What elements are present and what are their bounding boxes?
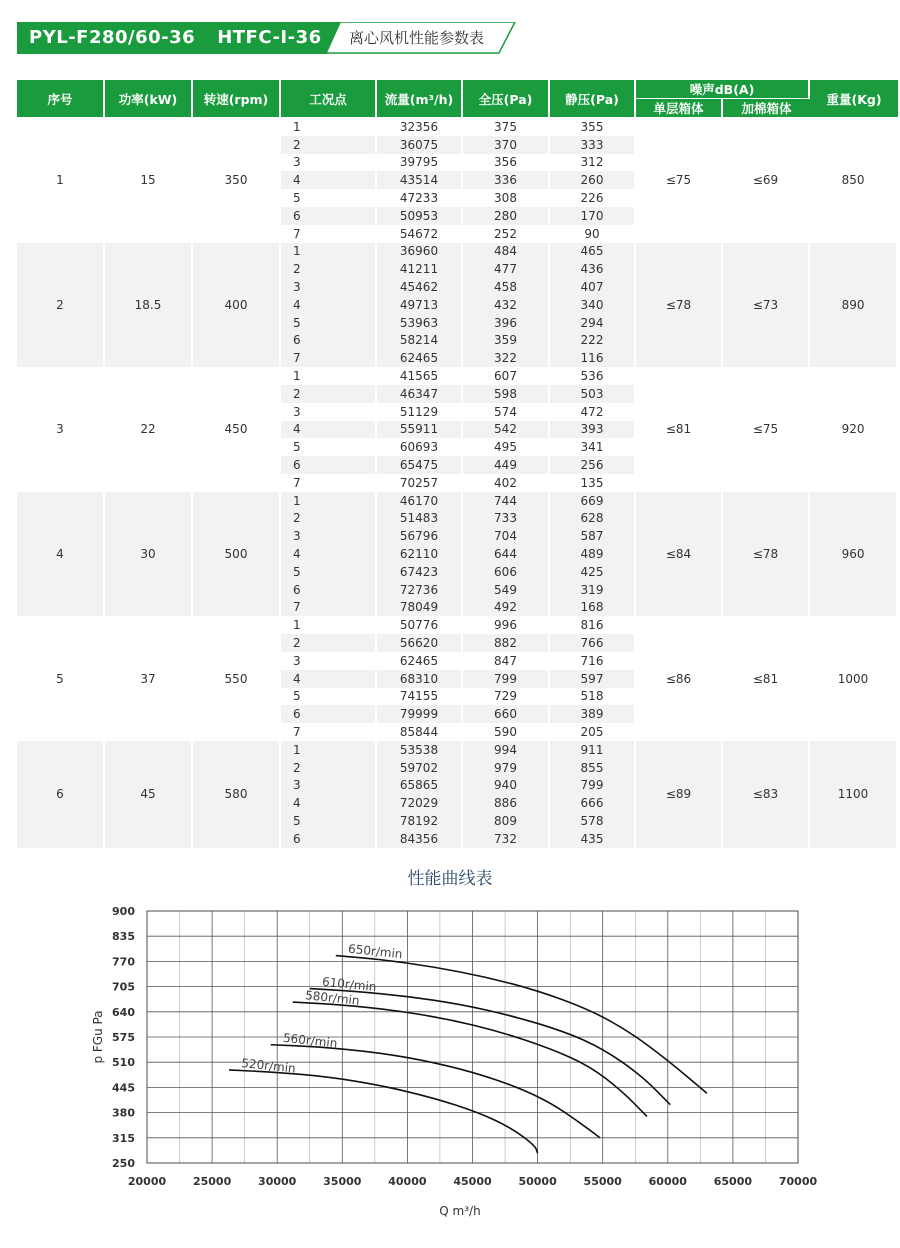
cell-static-pressure: 666 (550, 794, 636, 812)
cell-point: 6 (281, 705, 377, 723)
cell-speed: 400 (193, 243, 281, 368)
cell-flow: 78192 (377, 812, 463, 830)
cell-static-pressure: 465 (550, 243, 636, 261)
cell-total-pressure: 458 (463, 278, 550, 296)
col-header-noise-single: 单层箱体 (636, 99, 723, 118)
cell-point: 6 (281, 456, 377, 474)
cell-noise-cotton: ≤83 (723, 741, 810, 848)
cell-flow: 62465 (377, 349, 463, 367)
cell-static-pressure: 503 (550, 385, 636, 403)
cell-noise-single: ≤81 (636, 367, 723, 492)
cell-static-pressure: 766 (550, 634, 636, 652)
cell-point: 4 (281, 171, 377, 189)
cell-flow: 55911 (377, 421, 463, 439)
cell-static-pressure: 319 (550, 581, 636, 599)
curve-label: 560r/min (282, 1030, 339, 1051)
cell-total-pressure: 484 (463, 243, 550, 261)
cell-flow: 43514 (377, 171, 463, 189)
cell-total-pressure: 574 (463, 403, 550, 421)
cell-noise-cotton: ≤75 (723, 367, 810, 492)
cell-flow: 62110 (377, 545, 463, 563)
cell-noise-single: ≤84 (636, 492, 723, 617)
cell-point: 3 (281, 527, 377, 545)
table-row (17, 492, 898, 510)
cell-speed: 580 (193, 741, 281, 848)
cell-speed: 500 (193, 492, 281, 617)
cell-point: 4 (281, 794, 377, 812)
cell-static-pressure: 597 (550, 670, 636, 688)
y-tick-label: 250 (112, 1157, 135, 1170)
cell-static-pressure: 260 (550, 171, 636, 189)
cell-total-pressure: 644 (463, 545, 550, 563)
table-row (17, 616, 898, 634)
cell-total-pressure: 280 (463, 207, 550, 225)
cell-total-pressure: 940 (463, 776, 550, 794)
cell-static-pressure: 855 (550, 759, 636, 777)
cell-flow: 59702 (377, 759, 463, 777)
cell-total-pressure: 729 (463, 688, 550, 706)
cell-total-pressure: 704 (463, 527, 550, 545)
cell-static-pressure: 205 (550, 723, 636, 741)
table-row (17, 741, 898, 759)
cell-flow: 50953 (377, 207, 463, 225)
cell-static-pressure: 816 (550, 616, 636, 634)
cell-point: 4 (281, 670, 377, 688)
cell-flow: 70257 (377, 474, 463, 492)
cell-total-pressure: 660 (463, 705, 550, 723)
model-name-1: PYL-F280/60-36 (29, 27, 196, 48)
cell-weight: 1100 (810, 741, 898, 848)
cell-flow: 49713 (377, 296, 463, 314)
cell-static-pressure: 587 (550, 527, 636, 545)
cell-flow: 84356 (377, 830, 463, 848)
y-tick-label: 705 (112, 980, 135, 994)
cell-static-pressure: 536 (550, 367, 636, 385)
y-tick-label: 900 (112, 905, 135, 918)
x-tick-label: 40000 (388, 1175, 427, 1188)
cell-index: 6 (17, 741, 105, 848)
cell-point: 4 (281, 421, 377, 439)
cell-total-pressure: 994 (463, 741, 550, 759)
cell-total-pressure: 799 (463, 670, 550, 688)
cell-point: 2 (281, 634, 377, 652)
cell-weight: 920 (810, 367, 898, 492)
cell-static-pressure: 341 (550, 438, 636, 456)
cell-flow: 68310 (377, 670, 463, 688)
cell-static-pressure: 355 (550, 118, 636, 136)
cell-flow: 74155 (377, 688, 463, 706)
cell-point: 5 (281, 438, 377, 456)
cell-noise-single: ≤78 (636, 243, 723, 368)
col-header-point: 工况点 (281, 80, 377, 118)
cell-total-pressure: 979 (463, 759, 550, 777)
cell-static-pressure: 135 (550, 474, 636, 492)
cell-total-pressure: 322 (463, 349, 550, 367)
cell-index: 5 (17, 616, 105, 741)
cell-total-pressure: 886 (463, 794, 550, 812)
cell-speed: 550 (193, 616, 281, 741)
cell-point: 6 (281, 581, 377, 599)
cell-flow: 65475 (377, 456, 463, 474)
col-header-noise: 噪声dB(A) (636, 80, 810, 99)
cell-flow: 53538 (377, 741, 463, 759)
cell-flow: 72736 (377, 581, 463, 599)
cell-flow: 46347 (377, 385, 463, 403)
col-header-speed: 转速(rpm) (193, 80, 281, 118)
cell-point: 5 (281, 189, 377, 207)
cell-noise-single: ≤89 (636, 741, 723, 848)
cell-static-pressure: 435 (550, 830, 636, 848)
cell-total-pressure: 732 (463, 830, 550, 848)
cell-flow: 79999 (377, 705, 463, 723)
performance-curve-chart (0, 895, 900, 1235)
cell-speed: 450 (193, 367, 281, 492)
cell-static-pressure: 294 (550, 314, 636, 332)
cell-static-pressure: 669 (550, 492, 636, 510)
cell-point: 7 (281, 474, 377, 492)
cell-flow: 54672 (377, 225, 463, 243)
cell-total-pressure: 996 (463, 616, 550, 634)
cell-flow: 36075 (377, 136, 463, 154)
cell-point: 3 (281, 278, 377, 296)
x-tick-label: 60000 (648, 1175, 687, 1188)
subtitle-tab (327, 22, 517, 54)
cell-flow: 32356 (377, 118, 463, 136)
cell-flow: 62465 (377, 652, 463, 670)
cell-flow: 47233 (377, 189, 463, 207)
cell-power: 37 (105, 616, 193, 741)
cell-flow: 53963 (377, 314, 463, 332)
cell-total-pressure: 606 (463, 563, 550, 581)
cell-total-pressure: 336 (463, 171, 550, 189)
col-header-static-pressure: 静压(Pa) (550, 80, 636, 118)
cell-flow: 56620 (377, 634, 463, 652)
cell-point: 2 (281, 510, 377, 528)
cell-flow: 41565 (377, 367, 463, 385)
cell-point: 5 (281, 563, 377, 581)
cell-point: 4 (281, 296, 377, 314)
cell-noise-cotton: ≤69 (723, 118, 810, 243)
cell-static-pressure: 226 (550, 189, 636, 207)
cell-total-pressure: 733 (463, 510, 550, 528)
cell-static-pressure: 425 (550, 563, 636, 581)
y-tick-label: 380 (112, 1106, 135, 1120)
x-tick-label: 25000 (192, 1175, 232, 1188)
col-header-power: 功率(kW) (105, 80, 193, 118)
cell-point: 6 (281, 207, 377, 225)
cell-point: 2 (281, 759, 377, 777)
cell-power: 22 (105, 367, 193, 492)
cell-total-pressure: 495 (463, 438, 550, 456)
cell-point: 4 (281, 545, 377, 563)
y-tick-label: 640 (112, 1005, 135, 1019)
cell-static-pressure: 393 (550, 421, 636, 439)
cell-speed: 350 (193, 118, 281, 243)
cell-point: 2 (281, 385, 377, 403)
cell-flow: 58214 (377, 332, 463, 350)
cell-point: 1 (281, 243, 377, 261)
cell-point: 5 (281, 314, 377, 332)
cell-noise-cotton: ≤78 (723, 492, 810, 617)
cell-static-pressure: 578 (550, 812, 636, 830)
cell-flow: 45462 (377, 278, 463, 296)
col-header-index: 序号 (17, 80, 105, 118)
cell-weight: 960 (810, 492, 898, 617)
cell-static-pressure: 170 (550, 207, 636, 225)
cell-flow: 50776 (377, 616, 463, 634)
cell-total-pressure: 598 (463, 385, 550, 403)
col-header-noise-cotton: 加棉箱体 (723, 99, 810, 118)
cell-power: 45 (105, 741, 193, 848)
cell-static-pressure: 436 (550, 260, 636, 278)
cell-total-pressure: 882 (463, 634, 550, 652)
cell-point: 7 (281, 349, 377, 367)
cell-flow: 85844 (377, 723, 463, 741)
col-header-weight: 重量(Kg) (810, 80, 898, 118)
cell-noise-cotton: ≤81 (723, 616, 810, 741)
cell-total-pressure: 432 (463, 296, 550, 314)
y-axis-label: p FGu Pa (91, 1010, 105, 1064)
cell-point: 1 (281, 741, 377, 759)
cell-noise-cotton: ≤73 (723, 243, 810, 368)
curve-label: 520r/min (240, 1056, 297, 1076)
cell-flow: 65865 (377, 776, 463, 794)
cell-flow: 41211 (377, 260, 463, 278)
cell-total-pressure: 847 (463, 652, 550, 670)
cell-static-pressure: 518 (550, 688, 636, 706)
table-row (17, 367, 898, 385)
cell-noise-single: ≤75 (636, 118, 723, 243)
cell-total-pressure: 375 (463, 118, 550, 136)
chart-title: 性能曲线表 (407, 869, 493, 889)
cell-static-pressure: 799 (550, 776, 636, 794)
cell-point: 7 (281, 225, 377, 243)
cell-point: 5 (281, 812, 377, 830)
cell-total-pressure: 590 (463, 723, 550, 741)
cell-static-pressure: 116 (550, 349, 636, 367)
cell-point: 6 (281, 332, 377, 350)
cell-static-pressure: 407 (550, 278, 636, 296)
cell-static-pressure: 333 (550, 136, 636, 154)
cell-index: 1 (17, 118, 105, 243)
cell-flow: 51129 (377, 403, 463, 421)
cell-weight: 890 (810, 243, 898, 368)
curve-label: 650r/min (347, 941, 404, 962)
cell-index: 2 (17, 243, 105, 368)
cell-total-pressure: 809 (463, 812, 550, 830)
cell-total-pressure: 359 (463, 332, 550, 350)
y-tick-label: 770 (112, 955, 135, 969)
cell-point: 1 (281, 118, 377, 136)
cell-static-pressure: 340 (550, 296, 636, 314)
cell-point: 3 (281, 652, 377, 670)
subtitle-text: 离心风机性能参数表 (349, 29, 485, 47)
cell-total-pressure: 744 (463, 492, 550, 510)
col-header-flow: 流量(m³/h) (377, 80, 463, 118)
cell-flow: 51483 (377, 510, 463, 528)
x-tick-label: 45000 (453, 1175, 492, 1188)
cell-point: 3 (281, 776, 377, 794)
cell-flow: 78049 (377, 599, 463, 617)
cell-point: 1 (281, 367, 377, 385)
x-tick-label: 50000 (518, 1175, 557, 1188)
cell-point: 2 (281, 260, 377, 278)
cell-static-pressure: 489 (550, 545, 636, 563)
curve-label: 580r/min (304, 988, 361, 1008)
performance-table (17, 80, 898, 848)
cell-point: 2 (281, 136, 377, 154)
y-tick-label: 445 (112, 1081, 135, 1095)
x-tick-label: 65000 (713, 1175, 753, 1188)
x-tick-label: 35000 (323, 1175, 362, 1188)
cell-power: 15 (105, 118, 193, 243)
cell-power: 18.5 (105, 243, 193, 368)
cell-flow: 46170 (377, 492, 463, 510)
cell-flow: 72029 (377, 794, 463, 812)
cell-static-pressure: 472 (550, 403, 636, 421)
cell-total-pressure: 477 (463, 260, 550, 278)
cell-static-pressure: 628 (550, 510, 636, 528)
curve-label: 610r/min (321, 974, 378, 995)
cell-static-pressure: 90 (550, 225, 636, 243)
cell-point: 7 (281, 723, 377, 741)
cell-index: 3 (17, 367, 105, 492)
cell-total-pressure: 370 (463, 136, 550, 154)
table-header (17, 80, 898, 118)
cell-static-pressure: 911 (550, 741, 636, 759)
cell-point: 3 (281, 154, 377, 172)
cell-point: 7 (281, 599, 377, 617)
x-tick-label: 20000 (127, 1175, 167, 1188)
x-tick-label: 55000 (583, 1175, 622, 1188)
cell-static-pressure: 389 (550, 705, 636, 723)
cell-total-pressure: 492 (463, 599, 550, 617)
x-tick-label: 30000 (258, 1175, 297, 1188)
table-body (17, 118, 898, 848)
cell-total-pressure: 607 (463, 367, 550, 385)
cell-point: 1 (281, 616, 377, 634)
cell-total-pressure: 252 (463, 225, 550, 243)
cell-point: 1 (281, 492, 377, 510)
cell-static-pressure: 168 (550, 599, 636, 617)
y-tick-label: 315 (112, 1131, 135, 1145)
cell-point: 5 (281, 688, 377, 706)
x-tick-label: 70000 (778, 1175, 818, 1188)
y-tick-label: 575 (112, 1031, 135, 1044)
col-header-total-pressure: 全压(Pa) (463, 80, 550, 118)
y-tick-label: 835 (112, 930, 135, 944)
cell-weight: 1000 (810, 616, 898, 741)
cell-flow: 36960 (377, 243, 463, 261)
cell-weight: 850 (810, 118, 898, 243)
table-row (17, 118, 898, 136)
cell-static-pressure: 222 (550, 332, 636, 350)
x-axis-label: Q m³/h (439, 1204, 481, 1218)
cell-flow: 56796 (377, 527, 463, 545)
cell-flow: 39795 (377, 154, 463, 172)
cell-static-pressure: 256 (550, 456, 636, 474)
cell-total-pressure: 396 (463, 314, 550, 332)
cell-static-pressure: 716 (550, 652, 636, 670)
y-tick-label: 510 (112, 1056, 135, 1070)
cell-total-pressure: 549 (463, 581, 550, 599)
model-name-2: HTFC-I-36 (217, 27, 322, 48)
cell-total-pressure: 308 (463, 189, 550, 207)
cell-point: 6 (281, 830, 377, 848)
cell-total-pressure: 402 (463, 474, 550, 492)
table-row (17, 243, 898, 261)
cell-total-pressure: 542 (463, 421, 550, 439)
cell-total-pressure: 449 (463, 456, 550, 474)
cell-index: 4 (17, 492, 105, 617)
cell-total-pressure: 356 (463, 154, 550, 172)
cell-noise-single: ≤86 (636, 616, 723, 741)
cell-flow: 60693 (377, 438, 463, 456)
cell-static-pressure: 312 (550, 154, 636, 172)
cell-flow: 67423 (377, 563, 463, 581)
model-title-banner (17, 22, 327, 54)
cell-power: 30 (105, 492, 193, 617)
cell-point: 3 (281, 403, 377, 421)
